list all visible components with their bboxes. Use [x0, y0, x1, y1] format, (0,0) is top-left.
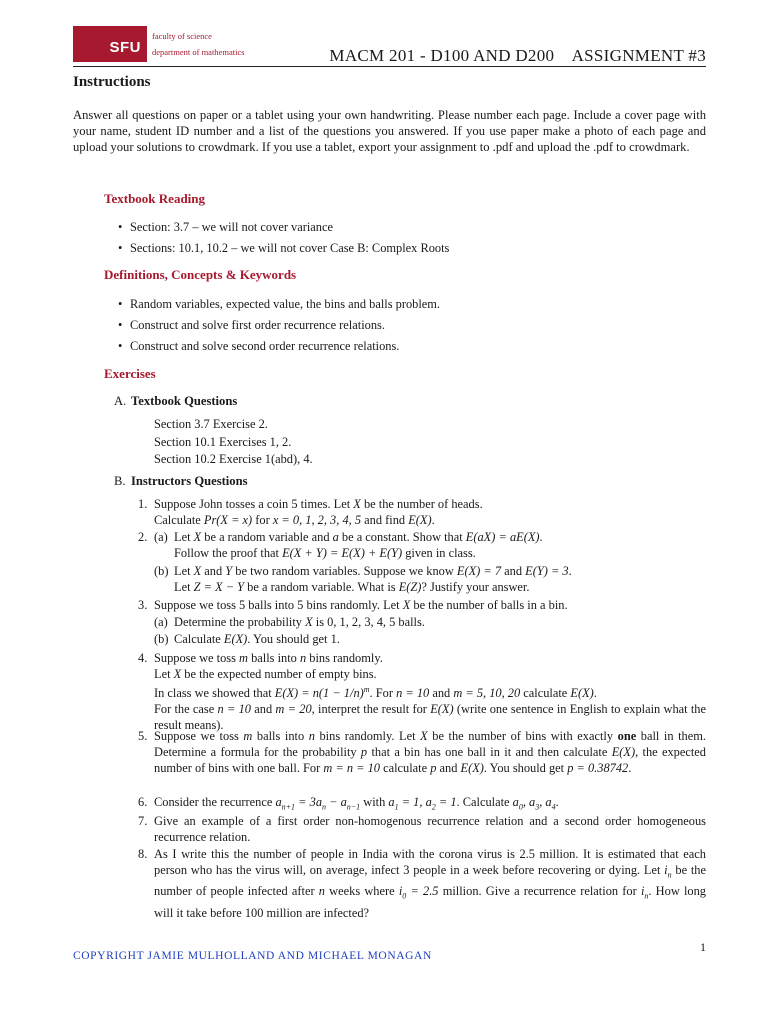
question-8: 8. As I write this the number of people in India with the corona virus is 2.5 million. It is estimated that each person who has the virus will, on average, infect 3 people in a week before recovering or dying. Let $i_n$ be the number of people infected after n weeks where $i_0 = 2.5$ million. Give a recurrence relation for $i_n$. How long will it take before 100 million are infected? [138, 847, 706, 920]
list-item: • Construct and solve second order recurrence relations. [118, 338, 440, 359]
logo-line-faculty: faculty of science [152, 31, 212, 41]
part-b-heading [114, 474, 248, 489]
textbook-questions-list [154, 416, 313, 469]
textbook-reading-list [118, 219, 449, 261]
sfu-logo-text [152, 28, 245, 60]
copyright-footer: COPYRIGHT JAMIE MULHOLLAND AND MICHAEL MONAGAN [73, 950, 432, 962]
textbook-reading-heading: Textbook Reading [104, 191, 206, 206]
page-number: 1 [700, 940, 706, 954]
question-2a: (a) Let X be a random variable and a be a constant. Show that E(aX) = aE(X). Follow the proof that E(X + Y) = E(X) + E(Y) given in class. [154, 530, 543, 560]
list-item: Section 3.7 Exercise 2. [154, 417, 268, 431]
question-3b: (b) Calculate E(X). You should get 1. [154, 632, 340, 646]
question-3: 3. Suppose we toss 5 balls into 5 bins randomly. Let X be the number of balls in a bin. (a) Determine the probability X is 0, 1, 2, 3, 4, 5 balls. (b) Calculate E(X). You should get 1. [138, 597, 706, 647]
course-title: MACM 201 - D100 AND D200 ASSIGNMENT #3 [329, 46, 706, 65]
definitions-list [118, 296, 440, 359]
question-3a: (a) Determine the probability X is 0, 1, 2, 3, 4, 5 balls. [154, 615, 425, 629]
exercises-heading: Exercises [104, 366, 156, 381]
question-2 [138, 529, 706, 595]
question-number: 2. [138, 530, 148, 544]
question-6: 6. Consider the recurrence $a_{n+1} = 3a_n - a_{n-1}$ with $a_1 = 1$, $a_2 = 1$. Calculate $a_0$, $a_3$, $a_4$. [138, 795, 559, 812]
part-a-letter: A. [114, 394, 127, 408]
part-b-letter: B. [114, 474, 126, 488]
question-4: 4. Suppose we toss m balls into n bins randomly. Let X be the expected number of empty bins. In class we showed that $E(X) = n(1 - 1/n)^m$. For n = 10 and m = 5, 10, 20 calculate E(X). For the case n = 10 and m = 20, interpret the result for E(X) (write one sentence in English to explain what the result means). [138, 651, 707, 733]
question-number: 4. [138, 651, 148, 665]
question-7: 7. Give an example of a first order non-homogenous recurrence relation and a second order homogeneous recurrence relation. [138, 814, 706, 844]
list-item: • Construct and solve first order recurrence relations. [118, 317, 440, 338]
instructions-heading: Instructions [73, 74, 151, 90]
part-a-title: Textbook Questions [131, 394, 238, 408]
list-item: • Sections: 10.1, 10.2 – we will not cover Case B: Complex Roots [118, 240, 449, 261]
question-number: 6. [138, 795, 148, 809]
question-number: 1. [138, 497, 148, 511]
question-number: 7. [138, 814, 148, 828]
question-number: 8. [138, 847, 148, 861]
sfu-logo-mark: SFU [73, 26, 147, 62]
question-number: 5. [138, 729, 148, 743]
sfu-logo [73, 26, 245, 62]
instructions-paragraph: Answer all questions on paper or a tablet using your own handwriting. Please number each page. Include a cover page with your name, student ID number and a list of the questions you answered. If you use paper make a photo of each page and upload your solutions to crowdmark. If you use a tablet, export your assignment to .pdf and upload the .pdf to crowdmark. [73, 108, 706, 154]
list-item: Section 10.1 Exercises 1, 2. [154, 434, 292, 449]
list-item: • Random variables, expected value, the bins and balls problem. [118, 296, 440, 317]
header-divider [73, 66, 706, 67]
question-number: 3. [138, 598, 148, 612]
logo-line-department: department of mathematics [152, 47, 245, 57]
list-item: • Section: 3.7 – we will not cover variance [118, 219, 449, 240]
question-1: 1. Suppose John tosses a coin 5 times. Let X be the number of heads. Calculate Pr(X = x) for x = 0, 1, 2, 3, 4, 5 and find E(X). [138, 497, 483, 527]
definitions-heading: Definitions, Concepts & Keywords [104, 267, 297, 282]
part-a-heading [114, 394, 237, 409]
part-b-title: Instructors Questions [131, 474, 248, 488]
list-item: Section 10.2 Exercise 1(abd), 4. [154, 452, 313, 466]
question-5: 5. Suppose we toss m balls into n bins randomly. Let X be the number of bins with exactly one ball in them. Determine a formula for the probability p that a bin has one ball in it and then calculate E(X), the expected number of bins with one ball. For m = n = 10 calculate p and E(X). You should get p = 0.38742. [138, 729, 706, 775]
question-2b: (b) Let X and Y be two random variables. Suppose we know E(X) = 7 and E(Y) = 3. Let Z = X − Y be a random variable. What is E(Z)? Justify your answer. [154, 564, 572, 594]
